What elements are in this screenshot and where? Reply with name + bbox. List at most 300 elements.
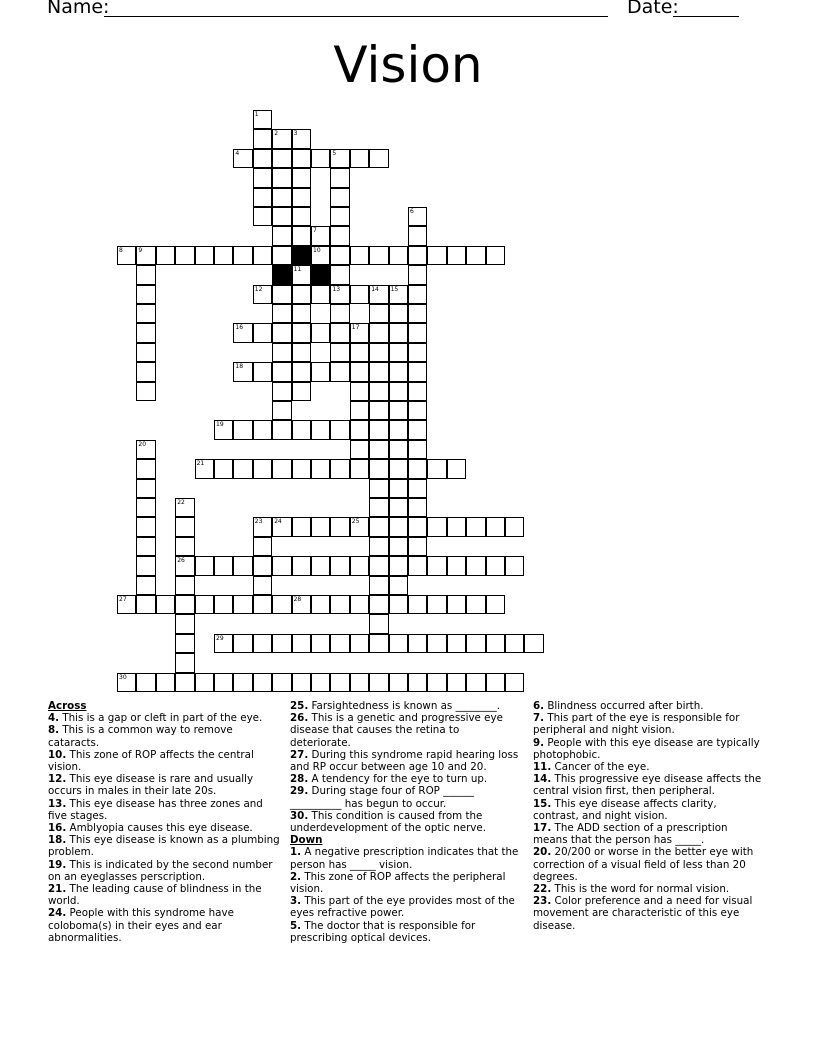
grid-cell[interactable] (369, 285, 388, 304)
grid-cell[interactable] (330, 207, 349, 226)
grid-cell[interactable] (136, 459, 155, 478)
grid-cell[interactable] (389, 246, 408, 265)
clue-number: 12. (48, 773, 67, 786)
grid-cell[interactable] (292, 673, 311, 692)
grid-cell[interactable] (505, 673, 524, 692)
clue-text: 20/200 or worse in the better eye with correction of a visual field of less than 20 degrees. (533, 846, 754, 883)
clue-down (290, 846, 522, 870)
grid-cell[interactable] (369, 343, 388, 362)
grid-cell[interactable] (311, 673, 330, 692)
grid-cell[interactable] (175, 576, 194, 595)
grid-cell[interactable] (253, 110, 272, 129)
grid-cell[interactable] (233, 673, 252, 692)
grid-cell[interactable] (408, 323, 427, 342)
grid-cell[interactable] (330, 595, 349, 614)
grid-cell[interactable] (175, 614, 194, 633)
grid-cell[interactable] (272, 459, 291, 478)
grid-cell[interactable] (350, 595, 369, 614)
grid-cell[interactable] (330, 226, 349, 245)
grid-cell[interactable] (350, 556, 369, 575)
grid-cell[interactable] (233, 420, 252, 439)
grid-cell[interactable] (505, 556, 524, 575)
grid-cell[interactable] (272, 285, 291, 304)
grid-cell[interactable] (427, 517, 446, 536)
cell-number: 3 (293, 130, 298, 138)
grid-cell[interactable] (272, 246, 291, 265)
grid-cell[interactable] (311, 362, 330, 381)
grid-cell[interactable] (175, 673, 194, 692)
cell-number: 15 (390, 285, 399, 293)
grid-cell[interactable] (292, 634, 311, 653)
grid-cell[interactable] (369, 614, 388, 633)
grid-cell[interactable] (272, 168, 291, 187)
grid-cell[interactable] (408, 226, 427, 245)
grid-cell[interactable] (486, 634, 505, 653)
clue-text: Color preference and a need for visual movement are characteristic of this eye disease. (533, 895, 753, 932)
clues-column-2 (290, 700, 522, 944)
grid-cell[interactable] (136, 246, 155, 265)
grid-cell[interactable] (136, 576, 155, 595)
grid-cell[interactable] (369, 595, 388, 614)
grid-cell[interactable] (292, 168, 311, 187)
grid-cell[interactable] (272, 207, 291, 226)
grid-cell[interactable] (369, 479, 388, 498)
cell-number: 26 (177, 557, 185, 565)
cell-number: 24 (274, 518, 282, 526)
grid-cell[interactable] (350, 382, 369, 401)
grid-cell[interactable] (175, 498, 194, 517)
grid-block (311, 265, 330, 284)
grid-cell[interactable] (175, 537, 194, 556)
clue-number: 28. (290, 773, 309, 786)
grid-cell[interactable] (311, 285, 330, 304)
grid-cell[interactable] (272, 343, 291, 362)
clue-number: 5. (290, 919, 302, 932)
grid-cell[interactable] (253, 362, 272, 381)
grid-cell[interactable] (369, 246, 388, 265)
grid-cell[interactable] (369, 420, 388, 439)
grid-cell[interactable] (311, 556, 330, 575)
grid-cell[interactable] (253, 634, 272, 653)
grid-cell[interactable] (253, 576, 272, 595)
grid-cell[interactable] (350, 343, 369, 362)
grid-cell[interactable] (350, 440, 369, 459)
grid-cell[interactable] (117, 673, 136, 692)
grid-cell[interactable] (136, 673, 155, 692)
grid-cell[interactable] (369, 634, 388, 653)
clue-down (533, 700, 765, 712)
grid-cell[interactable] (136, 285, 155, 304)
grid-cell[interactable] (389, 537, 408, 556)
grid-cell[interactable] (272, 362, 291, 381)
grid-cell[interactable] (330, 634, 349, 653)
grid-cell[interactable] (272, 188, 291, 207)
grid-cell[interactable] (233, 595, 252, 614)
grid-cell[interactable] (233, 362, 252, 381)
grid-cell[interactable] (330, 304, 349, 323)
grid-cell[interactable] (253, 168, 272, 187)
grid-cell[interactable] (389, 285, 408, 304)
grid-cell[interactable] (466, 556, 485, 575)
grid-cell[interactable] (272, 304, 291, 323)
grid-cell[interactable] (389, 343, 408, 362)
grid-cell[interactable] (117, 595, 136, 614)
grid-cell[interactable] (136, 382, 155, 401)
grid-cell[interactable] (214, 673, 233, 692)
grid-cell[interactable] (389, 576, 408, 595)
grid-cell[interactable] (214, 595, 233, 614)
grid-cell[interactable] (136, 537, 155, 556)
cell-number: 14 (371, 285, 379, 293)
grid-cell[interactable] (369, 401, 388, 420)
grid-cell[interactable] (175, 595, 194, 614)
grid-cell[interactable] (311, 420, 330, 439)
grid-cell[interactable] (117, 246, 136, 265)
grid-cell[interactable] (389, 401, 408, 420)
cell-number: 30 (119, 673, 127, 681)
grid-cell[interactable] (369, 459, 388, 478)
grid-cell[interactable] (253, 129, 272, 148)
grid-cell[interactable] (292, 129, 311, 148)
grid-cell[interactable] (292, 517, 311, 536)
grid-cell[interactable] (466, 246, 485, 265)
clue-down (533, 761, 765, 773)
grid-cell[interactable] (350, 673, 369, 692)
grid-cell[interactable] (195, 556, 214, 575)
clue-text: Blindness occurred after birth. (547, 700, 704, 712)
grid-cell[interactable] (447, 673, 466, 692)
clue-number: 23. (533, 895, 552, 908)
grid-cell[interactable] (447, 517, 466, 536)
grid-cell[interactable] (505, 634, 524, 653)
clue-across (48, 859, 280, 883)
clue-number: 20. (533, 846, 552, 859)
grid-cell[interactable] (311, 595, 330, 614)
grid-cell[interactable] (292, 382, 311, 401)
grid-cell[interactable] (330, 517, 349, 536)
grid-cell[interactable] (408, 673, 427, 692)
grid-cell[interactable] (486, 246, 505, 265)
grid-cell[interactable] (175, 517, 194, 536)
grid-cell[interactable] (175, 653, 194, 672)
grid-cell[interactable] (408, 459, 427, 478)
grid-cell[interactable] (156, 673, 175, 692)
grid-cell[interactable] (408, 440, 427, 459)
grid-cell[interactable] (175, 556, 194, 575)
grid-cell[interactable] (369, 556, 388, 575)
grid-cell[interactable] (272, 323, 291, 342)
grid-cell[interactable] (330, 323, 349, 342)
grid-cell[interactable] (350, 420, 369, 439)
grid-cell[interactable] (330, 246, 349, 265)
grid-cell[interactable] (253, 556, 272, 575)
clue-down (533, 773, 765, 797)
grid-cell[interactable] (292, 304, 311, 323)
clue-number: 14. (533, 773, 552, 786)
grid-cell[interactable] (272, 420, 291, 439)
grid-cell[interactable] (253, 149, 272, 168)
clue-across (290, 700, 522, 712)
clue-text: The ADD section of a prescription means that the person has _____. (533, 822, 728, 847)
grid-cell[interactable] (330, 673, 349, 692)
grid-cell[interactable] (350, 149, 369, 168)
grid-cell[interactable] (195, 673, 214, 692)
grid-cell[interactable] (156, 595, 175, 614)
grid-cell[interactable] (350, 362, 369, 381)
grid-cell[interactable] (427, 556, 446, 575)
grid-cell[interactable] (272, 401, 291, 420)
grid-cell[interactable] (408, 304, 427, 323)
grid-cell[interactable] (253, 595, 272, 614)
grid-cell[interactable] (253, 188, 272, 207)
clue-text: People with this syndrome have coloboma(s) in their eyes and ear abnormalities. (48, 907, 234, 944)
grid-cell[interactable] (524, 634, 543, 653)
name-label: Name: (47, 0, 110, 18)
grid-cell[interactable] (253, 459, 272, 478)
grid-cell[interactable] (486, 673, 505, 692)
grid-cell[interactable] (272, 382, 291, 401)
grid-cell[interactable] (408, 246, 427, 265)
grid-cell[interactable] (195, 595, 214, 614)
clue-number: 18. (48, 834, 67, 847)
grid-cell[interactable] (369, 440, 388, 459)
grid-cell[interactable] (214, 634, 233, 653)
grid-cell[interactable] (214, 459, 233, 478)
grid-cell[interactable] (389, 420, 408, 439)
grid-cell[interactable] (136, 498, 155, 517)
grid-cell[interactable] (214, 556, 233, 575)
grid-cell[interactable] (369, 498, 388, 517)
grid-cell[interactable] (330, 420, 349, 439)
grid-cell[interactable] (408, 556, 427, 575)
grid-cell[interactable] (292, 285, 311, 304)
grid-cell[interactable] (350, 401, 369, 420)
grid-cell[interactable] (408, 382, 427, 401)
grid-cell[interactable] (427, 595, 446, 614)
grid-cell[interactable] (233, 149, 252, 168)
grid-cell[interactable] (253, 420, 272, 439)
grid-cell[interactable] (369, 537, 388, 556)
grid-cell[interactable] (408, 634, 427, 653)
grid-cell[interactable] (427, 673, 446, 692)
grid-cell[interactable] (330, 362, 349, 381)
grid-cell[interactable] (253, 673, 272, 692)
grid-cell[interactable] (486, 556, 505, 575)
grid-cell[interactable] (311, 226, 330, 245)
grid-cell[interactable] (311, 149, 330, 168)
grid-cell[interactable] (195, 246, 214, 265)
grid-cell[interactable] (427, 246, 446, 265)
grid-cell[interactable] (389, 440, 408, 459)
grid-cell[interactable] (408, 420, 427, 439)
grid-cell[interactable] (292, 265, 311, 284)
grid-cell[interactable] (369, 382, 388, 401)
grid-cell[interactable] (233, 323, 252, 342)
grid-cell[interactable] (311, 634, 330, 653)
clue-text: This is indicated by the second number on an eyeglasses perscription. (48, 858, 273, 883)
grid-cell[interactable] (389, 595, 408, 614)
grid-cell[interactable] (292, 362, 311, 381)
grid-cell[interactable] (447, 459, 466, 478)
grid-cell[interactable] (272, 149, 291, 168)
grid-cell[interactable] (408, 595, 427, 614)
grid-cell[interactable] (369, 576, 388, 595)
grid-cell[interactable] (350, 323, 369, 342)
clue-text: This is a common way to remove cataracts. (48, 724, 233, 749)
grid-cell[interactable] (369, 149, 388, 168)
grid-cell[interactable] (427, 459, 446, 478)
grid-cell[interactable] (389, 634, 408, 653)
grid-cell[interactable] (350, 285, 369, 304)
grid-cell[interactable] (408, 207, 427, 226)
grid-cell[interactable] (408, 401, 427, 420)
grid-cell[interactable] (292, 459, 311, 478)
grid-cell[interactable] (408, 265, 427, 284)
grid-cell[interactable] (350, 517, 369, 536)
grid-cell[interactable] (466, 634, 485, 653)
grid-cell[interactable] (233, 459, 252, 478)
grid-cell[interactable] (175, 246, 194, 265)
grid-cell[interactable] (292, 207, 311, 226)
grid-cell[interactable] (253, 246, 272, 265)
grid-cell[interactable] (272, 129, 291, 148)
grid-cell[interactable] (311, 323, 330, 342)
grid-cell[interactable] (311, 459, 330, 478)
clue-across (290, 712, 522, 749)
grid-cell[interactable] (486, 595, 505, 614)
grid-cell[interactable] (330, 265, 349, 284)
grid-cell[interactable] (408, 362, 427, 381)
grid-cell[interactable] (214, 420, 233, 439)
grid-cell[interactable] (389, 362, 408, 381)
grid-cell[interactable] (389, 323, 408, 342)
grid-cell[interactable] (350, 246, 369, 265)
grid-cell[interactable] (136, 323, 155, 342)
grid-cell[interactable] (292, 343, 311, 362)
grid-cell[interactable] (330, 343, 349, 362)
grid-cell[interactable] (156, 246, 175, 265)
grid-cell[interactable] (408, 537, 427, 556)
grid-cell[interactable] (505, 517, 524, 536)
grid-cell[interactable] (369, 362, 388, 381)
grid-cell[interactable] (408, 517, 427, 536)
grid-cell[interactable] (136, 479, 155, 498)
grid-cell[interactable] (389, 382, 408, 401)
grid-cell[interactable] (350, 634, 369, 653)
grid-cell[interactable] (369, 323, 388, 342)
grid-block (292, 246, 311, 265)
grid-cell[interactable] (292, 420, 311, 439)
grid-cell[interactable] (136, 517, 155, 536)
grid-cell[interactable] (272, 673, 291, 692)
grid-cell[interactable] (311, 517, 330, 536)
grid-cell[interactable] (136, 265, 155, 284)
grid-cell[interactable] (330, 459, 349, 478)
grid-cell[interactable] (369, 304, 388, 323)
clue-text: This zone of ROP affects the central vision. (48, 748, 254, 774)
grid-cell[interactable] (136, 440, 155, 459)
grid-cell[interactable] (272, 595, 291, 614)
grid-cell[interactable] (389, 498, 408, 517)
grid-cell[interactable] (330, 149, 349, 168)
grid-cell[interactable] (136, 343, 155, 362)
grid-cell[interactable] (233, 556, 252, 575)
grid-cell[interactable] (369, 517, 388, 536)
grid-cell[interactable] (214, 246, 233, 265)
grid-cell[interactable] (272, 556, 291, 575)
grid-cell[interactable] (408, 498, 427, 517)
grid-cell[interactable] (330, 188, 349, 207)
clue-across (290, 773, 522, 785)
grid-cell[interactable] (272, 517, 291, 536)
grid-cell[interactable] (447, 246, 466, 265)
grid-cell[interactable] (427, 634, 446, 653)
grid-cell[interactable] (330, 285, 349, 304)
grid-cell[interactable] (253, 323, 272, 342)
grid-cell[interactable] (408, 343, 427, 362)
grid-cell[interactable] (389, 673, 408, 692)
grid-cell[interactable] (253, 207, 272, 226)
grid-cell[interactable] (389, 479, 408, 498)
grid-cell[interactable] (292, 556, 311, 575)
grid-cell[interactable] (136, 595, 155, 614)
grid-cell[interactable] (330, 556, 349, 575)
grid-cell[interactable] (389, 556, 408, 575)
clue-number: 25. (290, 700, 309, 712)
grid-cell[interactable] (292, 226, 311, 245)
clue-down (533, 737, 765, 761)
grid-cell[interactable] (253, 285, 272, 304)
grid-cell[interactable] (136, 362, 155, 381)
grid-cell[interactable] (292, 188, 311, 207)
grid-cell[interactable] (447, 634, 466, 653)
grid-cell[interactable] (466, 595, 485, 614)
grid-cell[interactable] (486, 517, 505, 536)
grid-cell[interactable] (233, 634, 252, 653)
grid-cell[interactable] (369, 673, 388, 692)
grid-cell[interactable] (292, 149, 311, 168)
grid-cell[interactable] (136, 556, 155, 575)
grid-cell[interactable] (272, 634, 291, 653)
cell-number: 16 (235, 324, 244, 332)
grid-cell[interactable] (389, 517, 408, 536)
grid-cell[interactable] (175, 634, 194, 653)
grid-cell[interactable] (253, 517, 272, 536)
clue-down (533, 822, 765, 846)
grid-cell[interactable] (136, 304, 155, 323)
grid-cell[interactable] (466, 673, 485, 692)
grid-cell[interactable] (350, 459, 369, 478)
grid-cell[interactable] (253, 537, 272, 556)
grid-cell[interactable] (330, 168, 349, 187)
grid-cell[interactable] (195, 459, 214, 478)
grid-cell[interactable] (233, 246, 252, 265)
grid-cell[interactable] (466, 517, 485, 536)
clue-number: 15. (533, 797, 552, 810)
grid-cell[interactable] (447, 595, 466, 614)
grid-cell[interactable] (389, 459, 408, 478)
grid-cell[interactable] (272, 226, 291, 245)
grid-cell[interactable] (311, 246, 330, 265)
cell-number: 25 (351, 518, 360, 526)
grid-cell[interactable] (408, 285, 427, 304)
grid-cell[interactable] (389, 304, 408, 323)
cell-number: 12 (254, 285, 263, 293)
grid-cell[interactable] (447, 556, 466, 575)
grid-cell[interactable] (292, 323, 311, 342)
grid-cell[interactable] (292, 595, 311, 614)
grid-cell[interactable] (408, 479, 427, 498)
